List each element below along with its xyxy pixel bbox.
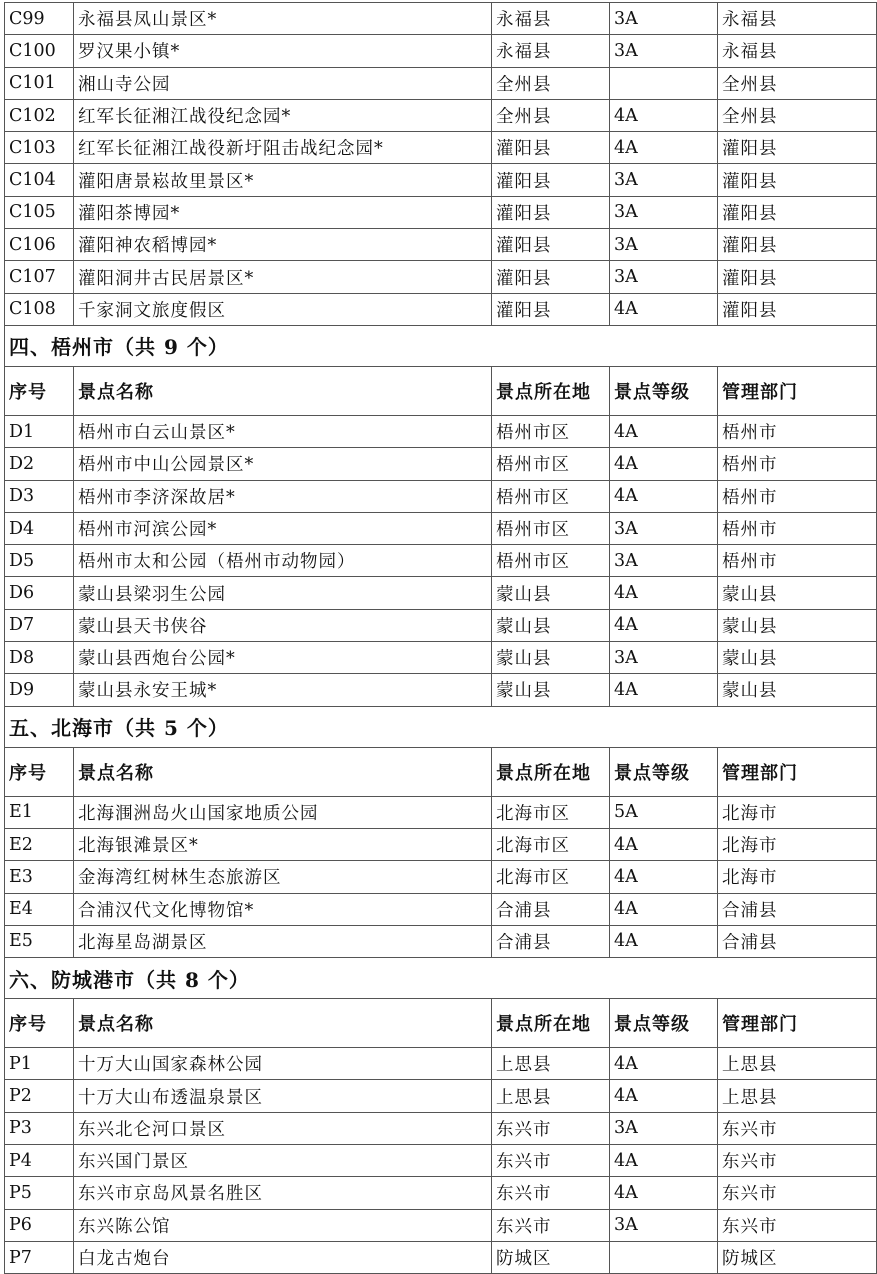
cell-no: E4 — [5, 893, 74, 925]
cell-dept: 梧州市 — [718, 448, 877, 480]
section-title-row — [5, 958, 877, 999]
header-no: 序号 — [5, 366, 74, 415]
cell-location: 合浦县 — [492, 925, 610, 957]
table-row — [5, 1177, 877, 1209]
cell-level: 3A — [610, 35, 718, 67]
cell-name: 蒙山县永安王城* — [74, 674, 492, 706]
cell-dept: 东兴市 — [718, 1112, 877, 1144]
header-dept: 管理部门 — [718, 747, 877, 796]
table-row — [5, 674, 877, 706]
cell-name: 金海湾红树林生态旅游区 — [74, 861, 492, 893]
cell-location: 梧州市区 — [492, 480, 610, 512]
section-title: 四、梧州市（共 9 个） — [5, 325, 877, 366]
cell-location: 上思县 — [492, 1080, 610, 1112]
header-dept: 管理部门 — [718, 999, 877, 1048]
cell-name: 梧州市太和公园（梧州市动物园） — [74, 545, 492, 577]
cell-name: 梧州市白云山景区* — [74, 415, 492, 447]
cell-dept: 梧州市 — [718, 545, 877, 577]
cell-name: 北海银滩景区* — [74, 828, 492, 860]
cell-dept: 北海市 — [718, 861, 877, 893]
table-row — [5, 642, 877, 674]
cell-level: 3A — [610, 1112, 718, 1144]
cell-dept: 上思县 — [718, 1048, 877, 1080]
cell-level: 4A — [610, 132, 718, 164]
cell-no: D7 — [5, 609, 74, 641]
cell-no: E3 — [5, 861, 74, 893]
table-row — [5, 3, 877, 35]
cell-location: 永福县 — [492, 3, 610, 35]
table-row — [5, 99, 877, 131]
cell-no: C108 — [5, 293, 74, 325]
header-name: 景点名称 — [74, 747, 492, 796]
cell-no: D1 — [5, 415, 74, 447]
cell-dept: 蒙山县 — [718, 674, 877, 706]
cell-no: E2 — [5, 828, 74, 860]
cell-no: C100 — [5, 35, 74, 67]
header-dept: 管理部门 — [718, 366, 877, 415]
table-row — [5, 861, 877, 893]
cell-location: 灌阳县 — [492, 164, 610, 196]
section-title-row — [5, 706, 877, 747]
cell-no: P6 — [5, 1209, 74, 1241]
cell-dept: 蒙山县 — [718, 577, 877, 609]
cell-dept: 北海市 — [718, 828, 877, 860]
cell-name: 罗汉果小镇* — [74, 35, 492, 67]
cell-level: 4A — [610, 674, 718, 706]
header-location: 景点所在地 — [492, 999, 610, 1048]
cell-no: D9 — [5, 674, 74, 706]
cell-location: 东兴市 — [492, 1177, 610, 1209]
table-row — [5, 448, 877, 480]
cell-location: 东兴市 — [492, 1209, 610, 1241]
cell-no: P7 — [5, 1241, 74, 1273]
cell-no: D6 — [5, 577, 74, 609]
cell-location: 蒙山县 — [492, 609, 610, 641]
cell-level: 4A — [610, 828, 718, 860]
cell-level: 4A — [610, 1048, 718, 1080]
table-row — [5, 1112, 877, 1144]
cell-level: 3A — [610, 261, 718, 293]
cell-name: 北海涠洲岛火山国家地质公园 — [74, 796, 492, 828]
cell-location: 灌阳县 — [492, 293, 610, 325]
cell-dept: 灌阳县 — [718, 196, 877, 228]
scenic-spot-table — [4, 2, 877, 1274]
table-row — [5, 925, 877, 957]
table-row — [5, 1048, 877, 1080]
table-row — [5, 229, 877, 261]
table-row — [5, 1209, 877, 1241]
cell-level: 3A — [610, 196, 718, 228]
cell-location: 防城区 — [492, 1241, 610, 1273]
cell-location: 东兴市 — [492, 1112, 610, 1144]
cell-location: 北海市区 — [492, 828, 610, 860]
table-row — [5, 828, 877, 860]
cell-no: D8 — [5, 642, 74, 674]
cell-location: 蒙山县 — [492, 674, 610, 706]
cell-dept: 蒙山县 — [718, 609, 877, 641]
cell-dept: 全州县 — [718, 99, 877, 131]
cell-no: C105 — [5, 196, 74, 228]
cell-level: 4A — [610, 1080, 718, 1112]
cell-no: P2 — [5, 1080, 74, 1112]
cell-level: 4A — [610, 99, 718, 131]
cell-level: 4A — [610, 1145, 718, 1177]
table-row — [5, 512, 877, 544]
table-row — [5, 480, 877, 512]
cell-no: C107 — [5, 261, 74, 293]
table-row — [5, 893, 877, 925]
cell-no: E5 — [5, 925, 74, 957]
cell-level — [610, 67, 718, 99]
cell-no: P1 — [5, 1048, 74, 1080]
cell-dept: 灌阳县 — [718, 293, 877, 325]
table-row — [5, 609, 877, 641]
cell-no: C102 — [5, 99, 74, 131]
cell-dept: 防城区 — [718, 1241, 877, 1273]
cell-no: P3 — [5, 1112, 74, 1144]
cell-name: 梧州市中山公园景区* — [74, 448, 492, 480]
cell-no: C99 — [5, 3, 74, 35]
cell-location: 灌阳县 — [492, 261, 610, 293]
cell-location: 梧州市区 — [492, 448, 610, 480]
cell-level: 4A — [610, 861, 718, 893]
cell-location: 北海市区 — [492, 796, 610, 828]
cell-level: 3A — [610, 3, 718, 35]
table-row — [5, 35, 877, 67]
header-location: 景点所在地 — [492, 747, 610, 796]
cell-dept: 灌阳县 — [718, 229, 877, 261]
header-location: 景点所在地 — [492, 366, 610, 415]
cell-level: 4A — [610, 293, 718, 325]
cell-dept: 灌阳县 — [718, 164, 877, 196]
cell-level: 4A — [610, 1177, 718, 1209]
cell-name: 千家洞文旅度假区 — [74, 293, 492, 325]
cell-location: 永福县 — [492, 35, 610, 67]
table-row — [5, 415, 877, 447]
cell-location: 全州县 — [492, 99, 610, 131]
table-row — [5, 293, 877, 325]
cell-location: 蒙山县 — [492, 642, 610, 674]
cell-no: D2 — [5, 448, 74, 480]
cell-name: 北海星岛湖景区 — [74, 925, 492, 957]
header-level: 景点等级 — [610, 747, 718, 796]
cell-name: 东兴陈公馆 — [74, 1209, 492, 1241]
table-row — [5, 164, 877, 196]
cell-level: 4A — [610, 448, 718, 480]
cell-name: 红军长征湘江战役新圩阻击战纪念园* — [74, 132, 492, 164]
cell-name: 蒙山县天书侠谷 — [74, 609, 492, 641]
section-title: 六、防城港市（共 8 个） — [5, 958, 877, 999]
table-row — [5, 67, 877, 99]
table-row — [5, 545, 877, 577]
cell-no: D3 — [5, 480, 74, 512]
cell-no: C104 — [5, 164, 74, 196]
cell-dept: 合浦县 — [718, 925, 877, 957]
cell-dept: 合浦县 — [718, 893, 877, 925]
cell-level: 3A — [610, 642, 718, 674]
cell-dept: 灌阳县 — [718, 261, 877, 293]
cell-dept: 北海市 — [718, 796, 877, 828]
cell-name: 灌阳唐景崧故里景区* — [74, 164, 492, 196]
table-row — [5, 261, 877, 293]
cell-no: P5 — [5, 1177, 74, 1209]
cell-location: 灌阳县 — [492, 196, 610, 228]
cell-level: 3A — [610, 229, 718, 261]
cell-level: 3A — [610, 512, 718, 544]
cell-name: 东兴市京岛风景名胜区 — [74, 1177, 492, 1209]
header-level: 景点等级 — [610, 999, 718, 1048]
cell-dept: 永福县 — [718, 3, 877, 35]
cell-name: 蒙山县梁羽生公园 — [74, 577, 492, 609]
cell-name: 十万大山布透温泉景区 — [74, 1080, 492, 1112]
cell-no: P4 — [5, 1145, 74, 1177]
cell-dept: 梧州市 — [718, 480, 877, 512]
cell-name: 梧州市河滨公园* — [74, 512, 492, 544]
table-row — [5, 577, 877, 609]
scenic-spot-document — [4, 2, 876, 1274]
table-body — [5, 3, 877, 1274]
cell-name: 东兴国门景区 — [74, 1145, 492, 1177]
cell-dept: 梧州市 — [718, 415, 877, 447]
cell-name: 蒙山县西炮台公园* — [74, 642, 492, 674]
cell-no: C101 — [5, 67, 74, 99]
cell-name: 合浦汉代文化博物馆* — [74, 893, 492, 925]
cell-location: 东兴市 — [492, 1145, 610, 1177]
header-name: 景点名称 — [74, 999, 492, 1048]
header-no: 序号 — [5, 999, 74, 1048]
cell-location: 灌阳县 — [492, 132, 610, 164]
cell-name: 永福县凤山景区* — [74, 3, 492, 35]
cell-location: 全州县 — [492, 67, 610, 99]
cell-dept: 东兴市 — [718, 1177, 877, 1209]
cell-level: 5A — [610, 796, 718, 828]
cell-no: D5 — [5, 545, 74, 577]
cell-location: 蒙山县 — [492, 577, 610, 609]
cell-dept: 蒙山县 — [718, 642, 877, 674]
table-row — [5, 132, 877, 164]
cell-location: 上思县 — [492, 1048, 610, 1080]
cell-level: 4A — [610, 577, 718, 609]
table-row — [5, 1080, 877, 1112]
cell-level: 3A — [610, 164, 718, 196]
table-header-row — [5, 366, 877, 415]
cell-location: 梧州市区 — [492, 545, 610, 577]
cell-location: 梧州市区 — [492, 415, 610, 447]
cell-level: 4A — [610, 925, 718, 957]
table-row — [5, 796, 877, 828]
cell-name: 白龙古炮台 — [74, 1241, 492, 1273]
cell-name: 红军长征湘江战役纪念园* — [74, 99, 492, 131]
cell-name: 梧州市李济深故居* — [74, 480, 492, 512]
cell-no: D4 — [5, 512, 74, 544]
table-row — [5, 1145, 877, 1177]
cell-level: 3A — [610, 545, 718, 577]
cell-no: C103 — [5, 132, 74, 164]
header-no: 序号 — [5, 747, 74, 796]
cell-name: 东兴北仑河口景区 — [74, 1112, 492, 1144]
header-level: 景点等级 — [610, 366, 718, 415]
cell-name: 十万大山国家森林公园 — [74, 1048, 492, 1080]
cell-dept: 东兴市 — [718, 1145, 877, 1177]
cell-level: 4A — [610, 609, 718, 641]
cell-location: 梧州市区 — [492, 512, 610, 544]
cell-dept: 永福县 — [718, 35, 877, 67]
section-title: 五、北海市（共 5 个） — [5, 706, 877, 747]
section-title-row — [5, 325, 877, 366]
table-header-row — [5, 747, 877, 796]
cell-no: C106 — [5, 229, 74, 261]
header-name: 景点名称 — [74, 366, 492, 415]
cell-dept: 上思县 — [718, 1080, 877, 1112]
cell-dept: 灌阳县 — [718, 132, 877, 164]
cell-dept: 梧州市 — [718, 512, 877, 544]
cell-level: 4A — [610, 415, 718, 447]
cell-name: 湘山寺公园 — [74, 67, 492, 99]
cell-name: 灌阳洞井古民居景区* — [74, 261, 492, 293]
cell-name: 灌阳神农稻博园* — [74, 229, 492, 261]
cell-level: 3A — [610, 1209, 718, 1241]
cell-level: 4A — [610, 893, 718, 925]
table-header-row — [5, 999, 877, 1048]
cell-location: 灌阳县 — [492, 229, 610, 261]
cell-name: 灌阳茶博园* — [74, 196, 492, 228]
cell-location: 合浦县 — [492, 893, 610, 925]
cell-location: 北海市区 — [492, 861, 610, 893]
cell-dept: 全州县 — [718, 67, 877, 99]
cell-no: E1 — [5, 796, 74, 828]
table-row — [5, 196, 877, 228]
cell-level: 4A — [610, 480, 718, 512]
cell-dept: 东兴市 — [718, 1209, 877, 1241]
